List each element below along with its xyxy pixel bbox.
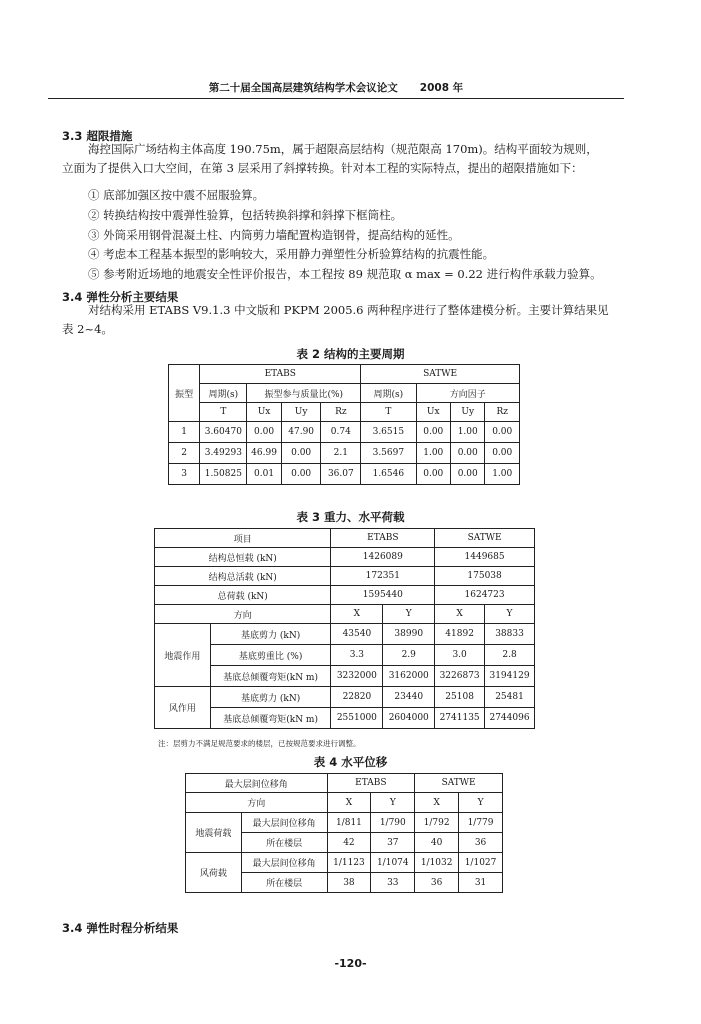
column-subheader: T [361, 403, 416, 422]
table-cell: 2 [169, 443, 200, 464]
paragraph-line: 立面为了提供入口大空间，在第 3 层采用了斜撑转换。针对本工程的实际特点，提出的超限措施如下： [62, 161, 583, 175]
table-cell: 172351 [331, 567, 435, 586]
table-3 [154, 528, 535, 729]
table-cell: 1/1123 [327, 853, 371, 873]
dead-load-label: 结构总恒载 (kN) [155, 548, 331, 567]
measure-item-5: ⑤ 参考附近场地的地震安全性评价报告，本工程按 89 规范取 α max = 0.22 进行构件承载力验算。 [88, 267, 602, 281]
wind-group-label: 风作用 [155, 687, 211, 729]
table-cell: 0.74 [321, 422, 361, 443]
table-cell: 25108 [435, 687, 485, 708]
column-subheader: Rz [321, 403, 361, 422]
direction-cell: Y [383, 605, 435, 624]
column-subheader: Ux [247, 403, 281, 422]
table-cell: 31 [459, 873, 503, 893]
table-cell: 2.1 [321, 443, 361, 464]
table-row [155, 645, 535, 666]
table-cell: 175038 [435, 567, 535, 586]
table-cell: 1/1074 [371, 853, 415, 873]
table-cell: 1595440 [331, 586, 435, 605]
paragraph-line: 海控国际广场结构主体高度 190.75m，属于超限高层结构（规范限高 170m)。结构平面较为规则， [88, 142, 598, 156]
measure-item-2: ② 转换结构按中震弹性验算，包括转换斜撑和斜撑下框筒柱。 [88, 208, 403, 222]
satwe-header: SATWE [435, 529, 535, 548]
table-cell: 1.00 [485, 464, 520, 485]
row-label: 基底总倾覆弯矩(kN m) [210, 708, 331, 729]
table-cell: 43540 [331, 624, 383, 645]
table-cell: 40 [415, 833, 459, 853]
table-cell: 2.9 [383, 645, 435, 666]
table-cell: 38 [327, 873, 371, 893]
etabs-header: ETABS [331, 529, 435, 548]
section-3-3-heading: 3.3 超限措施 [62, 129, 133, 143]
table-row [155, 666, 535, 687]
measure-item-3: ③ 外筒采用钢骨混凝土柱、内筒剪力墙配置构造钢骨，提高结构的延性。 [88, 228, 460, 242]
table-cell: 41892 [435, 624, 485, 645]
table-cell: 3194129 [485, 666, 535, 687]
page-number: -120- [334, 957, 367, 970]
measure-item-1: ① 底部加强区按中震不屈服验算。 [88, 188, 265, 202]
section-3-3-paragraph [62, 140, 642, 178]
wind-group-label: 风荷载 [186, 853, 242, 893]
section-3-4-time-history-heading: 3.4 弹性时程分析结果 [62, 921, 179, 935]
table-3-note: 注：层剪力不满足规范要求的楼层，已按规范要求进行调整。 [158, 739, 361, 748]
column-subheader: Uy [451, 403, 485, 422]
table-cell: 22820 [331, 687, 383, 708]
direction-cell: Y [371, 793, 415, 813]
row-label: 基底总倾覆弯矩(kN m) [210, 666, 331, 687]
table-row [169, 464, 520, 485]
table-cell: 38990 [383, 624, 435, 645]
table-cell: 2604000 [383, 708, 435, 729]
seismic-group-label: 地震作用 [155, 624, 211, 687]
column-subheader: Ux [416, 403, 450, 422]
table-cell: 3.6515 [361, 422, 416, 443]
table-cell: 38833 [485, 624, 535, 645]
table-cell: 1624723 [435, 586, 535, 605]
paragraph-line: 表 2~4。 [62, 322, 113, 336]
row-label: 基底剪力 (kN) [210, 687, 331, 708]
table-row [155, 687, 535, 708]
table-row [155, 548, 535, 567]
table-cell: 1/790 [371, 813, 415, 833]
direction-header: 方向 [186, 793, 328, 813]
table-cell: 0.00 [247, 422, 281, 443]
direction-cell: X [415, 793, 459, 813]
table-cell: 25481 [485, 687, 535, 708]
column-subheader: Uy [281, 403, 321, 422]
direction-cell: X [435, 605, 485, 624]
table-cell: 1/811 [327, 813, 371, 833]
drift-title-header: 最大层间位移角 [186, 774, 328, 793]
header-year: 2008 年 [419, 82, 464, 94]
table-row [155, 708, 535, 729]
table-cell: 2744096 [485, 708, 535, 729]
etabs-header: ETABS [327, 774, 415, 793]
table-cell: 3.49293 [200, 443, 247, 464]
satwe-header: SATWE [415, 774, 503, 793]
seismic-group-label: 地震荷载 [186, 813, 242, 853]
table-cell: 1/1032 [415, 853, 459, 873]
table-3-caption: 表 3 重力、水平荷载 [296, 510, 405, 524]
column-subheader: T [200, 403, 247, 422]
table-cell: 1.50825 [200, 464, 247, 485]
live-load-label: 结构总活载 (kN) [155, 567, 331, 586]
table-row [186, 853, 503, 873]
table-cell: 36 [459, 833, 503, 853]
table-row [169, 422, 520, 443]
table-cell: 0.01 [247, 464, 281, 485]
table-cell: 2.8 [485, 645, 535, 666]
table-cell: 0.00 [485, 443, 520, 464]
table-cell: 3.5697 [361, 443, 416, 464]
mass-ratio-header: 振型参与质量比(%) [247, 384, 361, 403]
section-3-4-heading: 3.4 弹性分析主要结果 [62, 290, 179, 304]
table-cell: 1.6546 [361, 464, 416, 485]
table-cell: 2551000 [331, 708, 383, 729]
table-cell: 3162000 [383, 666, 435, 687]
table-cell: 0.00 [485, 422, 520, 443]
table-cell: 3.0 [435, 645, 485, 666]
direction-cell: Y [459, 793, 503, 813]
paragraph-line: 对结构采用 ETABS V9.1.3 中文版和 PKPM 2005.6 两种程序进行了整体建模分析。主要计算结果见 [88, 303, 609, 317]
table-cell: 1/779 [459, 813, 503, 833]
direction-cell: Y [485, 605, 535, 624]
table-cell: 1449685 [435, 548, 535, 567]
table-cell: 0.00 [451, 464, 485, 485]
table-cell: 47.90 [281, 422, 321, 443]
row-label: 最大层间位移角 [241, 853, 327, 873]
table-cell: 46.99 [247, 443, 281, 464]
table-cell: 37 [371, 833, 415, 853]
period-header: 周期(s) [361, 384, 416, 403]
mode-header: 振型 [169, 365, 200, 422]
row-label: 所在楼层 [241, 833, 327, 853]
direction-cell: X [327, 793, 371, 813]
header-title: 第二十届全国高层建筑结构学术会议论文 [208, 82, 398, 94]
table-cell: 1/1027 [459, 853, 503, 873]
table-2 [168, 364, 520, 485]
table-cell: 0.00 [416, 464, 450, 485]
table-cell: 3 [169, 464, 200, 485]
table-row [186, 813, 503, 833]
row-label: 基底剪力 (kN) [210, 624, 331, 645]
table-cell: 3.3 [331, 645, 383, 666]
direction-cell: X [331, 605, 383, 624]
table-cell: 1.00 [416, 443, 450, 464]
row-label: 所在楼层 [241, 873, 327, 893]
table-cell: 3.60470 [200, 422, 247, 443]
table-row [155, 624, 535, 645]
table-cell: 33 [371, 873, 415, 893]
row-label: 基底剪重比 (%) [210, 645, 331, 666]
table-cell: 1426089 [331, 548, 435, 567]
table-row [169, 443, 520, 464]
table-2-caption: 表 2 结构的主要周期 [296, 347, 405, 361]
table-cell: 36 [415, 873, 459, 893]
row-label: 最大层间位移角 [241, 813, 327, 833]
satwe-header: SATWE [361, 365, 520, 384]
table-cell: 36.07 [321, 464, 361, 485]
table-cell: 0.00 [281, 443, 321, 464]
direction-header: 方向 [155, 605, 331, 624]
table-cell: 0.00 [451, 443, 485, 464]
section-3-4-paragraph [62, 301, 642, 339]
table-cell: 1 [169, 422, 200, 443]
etabs-header: ETABS [200, 365, 361, 384]
table-4 [185, 773, 503, 893]
table-cell: 0.00 [281, 464, 321, 485]
table-cell: 1.00 [451, 422, 485, 443]
table-row [155, 567, 535, 586]
running-header [48, 80, 624, 99]
item-header: 项目 [155, 529, 331, 548]
column-subheader: Rz [485, 403, 520, 422]
table-cell: 3226873 [435, 666, 485, 687]
table-cell: 42 [327, 833, 371, 853]
direction-factor-header: 方向因子 [416, 384, 519, 403]
table-row [155, 586, 535, 605]
measure-item-4: ④ 考虑本工程基本振型的影响较大，采用静力弹塑性分析验算结构的抗震性能。 [88, 247, 495, 261]
period-header: 周期(s) [200, 384, 247, 403]
table-cell: 23440 [383, 687, 435, 708]
total-load-label: 总荷载 (kN) [155, 586, 331, 605]
table-cell: 2741135 [435, 708, 485, 729]
table-cell: 1/792 [415, 813, 459, 833]
table-cell: 0.00 [416, 422, 450, 443]
table-4-caption: 表 4 水平位移 [313, 755, 388, 769]
table-cell: 3232000 [331, 666, 383, 687]
